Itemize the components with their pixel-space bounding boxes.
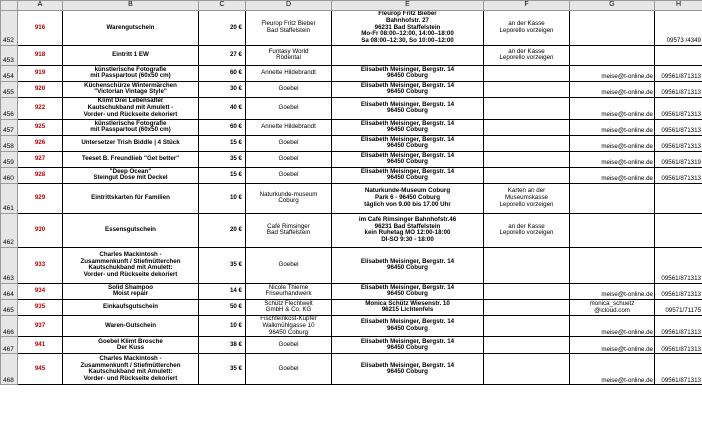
cell-line: Einkaufsgutschein <box>102 303 158 311</box>
cell-line: Bad Staffelstein <box>266 229 311 237</box>
cell-b[interactable] <box>63 337 199 354</box>
cell-a[interactable]: 937 <box>18 315 63 336</box>
cell-c[interactable]: 40 € <box>199 97 246 119</box>
cell-g[interactable]: meise@t-online.de <box>570 81 655 97</box>
cell-a[interactable]: 930 <box>18 213 63 247</box>
cell-h[interactable]: 09561/871313 <box>655 354 702 385</box>
cell-e[interactable] <box>332 97 484 119</box>
cell-line: Charles Mackintosh - <box>99 354 162 362</box>
cell-line: Goebel <box>278 139 299 147</box>
cell-line: an der Kasse <box>508 47 545 55</box>
cell-line: Eintritt 1 EW <box>112 51 149 59</box>
cell-line: 96450 Coburg <box>387 158 428 166</box>
cell-e[interactable] <box>332 283 484 299</box>
row-number[interactable]: 456 <box>1 97 18 119</box>
row-number[interactable]: 455 <box>1 81 18 97</box>
cell-e[interactable] <box>332 337 484 354</box>
row-number[interactable]: 458 <box>1 135 18 151</box>
cell-line: Elisabeth Meisinger, Bergstr. 14 <box>360 65 455 73</box>
cell-f[interactable] <box>484 167 570 183</box>
cell-h[interactable]: 09561/871313 <box>655 65 702 81</box>
cell-a[interactable]: 920 <box>18 81 63 97</box>
cell-e[interactable] <box>332 299 484 315</box>
grid-body <box>1 11 702 385</box>
cell-e[interactable] <box>332 81 484 97</box>
cell-line: Naturkunde-museum <box>259 190 318 198</box>
cell-line: Elisabeth Meisinger, Bergstr. 14 <box>360 283 455 291</box>
cell-line: Zusammenkunft / Stiefmütterchen <box>80 361 181 369</box>
cell-line: 96231 Bad Staffelstein <box>374 222 441 230</box>
cell-line: Nicole Thieme <box>268 283 309 291</box>
cell-f[interactable] <box>484 337 570 354</box>
cell-h[interactable]: 09561/871313 <box>655 81 702 97</box>
cell-line: Kautschukband mit Amulett - <box>87 104 174 112</box>
cell-f[interactable] <box>484 151 570 167</box>
cell-b[interactable] <box>63 167 199 183</box>
cell-a[interactable]: 934 <box>18 283 63 299</box>
cell-line: Goebel <box>278 261 299 269</box>
cell-line: Schütz Flechtwelt <box>264 299 313 307</box>
cell-d[interactable] <box>246 45 332 65</box>
cell-d[interactable] <box>246 337 332 354</box>
row-number[interactable]: 457 <box>1 119 18 135</box>
cell-line: Leporello vorzeigen <box>499 26 554 34</box>
cell-h[interactable]: 09561/871313 <box>655 315 702 336</box>
cell-line: Funtasy World <box>268 47 309 55</box>
cell-g[interactable] <box>570 213 655 247</box>
cell-a[interactable]: 941 <box>18 337 63 354</box>
table-row <box>1 213 702 247</box>
cell-line: Moist repair <box>112 290 149 298</box>
cell-e[interactable] <box>332 183 484 213</box>
cell-h[interactable]: 09561/871313 <box>655 337 702 354</box>
cell-c[interactable]: 35 € <box>199 247 246 283</box>
cell-line: an der Kasse <box>508 20 545 28</box>
row-number[interactable]: 465 <box>1 299 18 315</box>
cell-line: Elisabeth Meisinger, Bergstr. 14 <box>360 81 455 89</box>
cell-line: Elisabeth Meisinger, Bergstr. 14 <box>360 119 455 127</box>
cell-line: Leporello vorzeigen <box>499 229 554 237</box>
cell-line: Steingut Dose mit Deckel <box>93 174 168 182</box>
cell-c[interactable]: 35 € <box>199 151 246 167</box>
cell-g[interactable]: meise@t-online.de <box>570 135 655 151</box>
cell-a[interactable]: 922 <box>18 97 63 119</box>
cell-line: Vorder- und Rückseite dekoriert <box>83 271 178 279</box>
table-row <box>1 183 702 213</box>
cell-e[interactable] <box>332 315 484 336</box>
cell-f[interactable] <box>484 213 570 247</box>
table-row <box>1 283 702 299</box>
cell-e[interactable] <box>332 247 484 283</box>
cell-line: Klimt Drei Lebensalter <box>97 97 164 105</box>
cell-f[interactable] <box>484 81 570 97</box>
cell-line: Park 6 - 96450 Coburg <box>375 194 440 202</box>
cell-d[interactable] <box>246 135 332 151</box>
cell-c[interactable]: 35 € <box>199 354 246 385</box>
cell-line: 96450 Coburg <box>387 264 428 272</box>
cell-e[interactable] <box>332 11 484 46</box>
cell-e[interactable] <box>332 167 484 183</box>
cell-line: Vorder- und Rückseite dekoriert <box>83 110 178 118</box>
cell-c[interactable]: 15 € <box>199 167 246 183</box>
cell-line: "Deep Ocean" <box>109 167 152 175</box>
cell-g[interactable]: meise@t-online.de <box>570 283 655 299</box>
cell-d[interactable] <box>246 183 332 213</box>
cell-e[interactable] <box>332 119 484 135</box>
column-header-b[interactable]: B <box>63 1 199 11</box>
cell-line: Goebel <box>278 364 299 372</box>
cell-d[interactable] <box>246 97 332 119</box>
cell-line: Elisabeth Meisinger, Bergstr. 14 <box>360 135 455 143</box>
cell-a[interactable]: 927 <box>18 151 63 167</box>
cell-d[interactable] <box>246 247 332 283</box>
cell-line: 96450 Coburg <box>387 72 428 80</box>
cell-line: Café Rimsinger <box>267 222 310 230</box>
cell-c[interactable]: 27 € <box>199 45 246 65</box>
row-number[interactable]: 454 <box>1 65 18 81</box>
cell-a[interactable]: 945 <box>18 354 63 385</box>
table-row <box>1 135 702 151</box>
cell-line: Solid Shampoo <box>107 283 154 291</box>
cell-line: Annette Hildebrandt <box>261 69 316 77</box>
table-row <box>1 337 702 354</box>
cell-line: Walkmühlgasse 10 <box>262 321 315 329</box>
cell-h[interactable]: 09561/871313 <box>655 247 702 283</box>
cell-a[interactable]: 929 <box>18 183 63 213</box>
cell-f[interactable] <box>484 119 570 135</box>
cell-g[interactable]: meise@t-online.de <box>570 167 655 183</box>
cell-line: Kautschukband mit Amulett: <box>88 368 173 376</box>
cell-line: Goebel <box>278 155 299 163</box>
column-header-d[interactable]: D <box>246 1 332 11</box>
cell-d[interactable] <box>246 151 332 167</box>
cell-g[interactable] <box>570 45 655 65</box>
cell-line: Karten an der <box>507 187 546 195</box>
cell-g[interactable]: meise@t-online.de <box>570 97 655 119</box>
cell-line: 96450 Coburg <box>387 142 428 150</box>
cell-h[interactable]: 09571/71175 <box>655 299 702 315</box>
cell-line: Elisabeth Meisinger, Bergstr. 14 <box>360 167 455 175</box>
cell-line: Friseurhandwerk <box>265 290 312 298</box>
cell-line: Essensgutschein <box>105 226 156 234</box>
cell-line: mit Passpartout (60x50 cm) <box>90 126 171 134</box>
column-header-h[interactable]: H <box>655 1 702 11</box>
column-header-f[interactable]: F <box>484 1 570 11</box>
cell-e[interactable] <box>332 135 484 151</box>
cell-line: Küchenschürze Wintermärchen <box>84 81 177 89</box>
column-header-row <box>1 1 702 11</box>
select-all-corner[interactable] <box>1 1 18 11</box>
cell-h[interactable] <box>655 45 702 65</box>
cell-h[interactable]: 09561/871319 <box>655 151 702 167</box>
cell-e[interactable] <box>332 151 484 167</box>
cell-line: "Victorian Vintage Style" <box>94 88 167 96</box>
table-row <box>1 11 702 46</box>
cell-h[interactable]: 09561/871313 <box>655 97 702 119</box>
cell-line: 96450 Coburg <box>387 107 428 115</box>
cell-line: 96450 Coburg <box>387 126 428 134</box>
cell-line: künstlerische Fotografie <box>94 119 167 127</box>
row-number[interactable]: 462 <box>1 213 18 247</box>
row-number[interactable]: 460 <box>1 167 18 183</box>
cell-line: Goebel <box>278 171 299 179</box>
cell-line: Elisabeth Meisinger, Bergstr. 14 <box>360 361 455 369</box>
cell-h[interactable]: 09573 /4349 <box>655 11 702 46</box>
cell-g[interactable]: meise@t-online.de <box>570 337 655 354</box>
cell-line: Vorder- und Rückseite dekoriert <box>83 375 178 383</box>
cell-h[interactable] <box>655 213 702 247</box>
cell-a[interactable]: 918 <box>18 45 63 65</box>
cell-a[interactable]: 919 <box>18 65 63 81</box>
row-number[interactable]: 453 <box>1 45 18 65</box>
cell-d[interactable] <box>246 167 332 183</box>
cell-d[interactable] <box>246 315 332 336</box>
cell-line: Goebel Klimt Brosche <box>98 337 163 345</box>
cell-line: Mo-Fr 08:00–12:00, 14:00–18:00 <box>361 30 454 38</box>
table-row <box>1 247 702 283</box>
cell-line: Bahnhofstr. 27 <box>386 16 429 24</box>
cell-line: 96450 Coburg <box>387 174 428 182</box>
cell-b[interactable] <box>63 119 199 135</box>
cell-b[interactable] <box>63 283 199 299</box>
cell-c[interactable]: 50 € <box>199 299 246 315</box>
table-row <box>1 151 702 167</box>
cell-c[interactable]: 20 € <box>199 11 246 46</box>
cell-line: Fleurop Fritz Bieber <box>378 10 437 17</box>
cell-line: Fleurop Fritz Bieber <box>261 20 316 28</box>
cell-line: Museumskasse <box>505 194 548 202</box>
cell-a[interactable]: 928 <box>18 167 63 183</box>
cell-c[interactable]: 38 € <box>199 337 246 354</box>
table-row <box>1 167 702 183</box>
row-number[interactable]: 467 <box>1 337 18 354</box>
cell-f[interactable] <box>484 283 570 299</box>
cell-line: Fischfeinkost-Kupfer <box>260 315 317 322</box>
cell-c[interactable]: 60 € <box>199 119 246 135</box>
cell-line: Annette Hildebrandt <box>261 123 316 131</box>
row-number[interactable]: 452 <box>1 11 18 46</box>
cell-line: Warengutschein <box>106 23 155 31</box>
cell-d[interactable] <box>246 119 332 135</box>
cell-line: 96450 Coburg <box>387 290 428 298</box>
column-header-a[interactable]: A <box>18 1 63 11</box>
cell-line: GmbH & Co. KG <box>265 306 312 314</box>
cell-g[interactable]: meise@t-online.de <box>570 119 655 135</box>
cell-a[interactable]: 935 <box>18 299 63 315</box>
cell-a[interactable]: 926 <box>18 135 63 151</box>
cell-d[interactable] <box>246 65 332 81</box>
cell-line: 96231 Bad Staffelstein <box>374 23 441 31</box>
row-number[interactable]: 463 <box>1 247 18 283</box>
cell-d[interactable] <box>246 299 332 315</box>
cell-line: Goebel <box>278 340 299 348</box>
cell-c[interactable]: 10 € <box>199 315 246 336</box>
cell-h[interactable] <box>655 183 702 213</box>
cell-line: Der Kuss <box>116 344 145 352</box>
cell-line: Elisabeth Meisinger, Bergstr. 14 <box>360 100 455 108</box>
cell-b[interactable] <box>63 11 199 46</box>
cell-c[interactable]: 15 € <box>199 135 246 151</box>
cell-b[interactable] <box>63 151 199 167</box>
row-number[interactable]: 464 <box>1 283 18 299</box>
cell-f[interactable] <box>484 11 570 46</box>
cell-b[interactable] <box>63 135 199 151</box>
cell-b[interactable] <box>63 183 199 213</box>
row-number[interactable]: 466 <box>1 315 18 336</box>
cell-line: Goebel <box>278 104 299 112</box>
column-header-c[interactable]: C <box>199 1 246 11</box>
cell-h[interactable]: 09561/871313 <box>655 167 702 183</box>
row-number[interactable]: 459 <box>1 151 18 167</box>
cell-g[interactable] <box>570 183 655 213</box>
cell-line: 96450 Coburg <box>387 344 428 352</box>
cell-f[interactable] <box>484 354 570 385</box>
row-number[interactable]: 468 <box>1 354 18 385</box>
cell-b[interactable] <box>63 299 199 315</box>
cell-b[interactable] <box>63 354 199 385</box>
cell-b[interactable] <box>63 97 199 119</box>
cell-line: Charles Mackintosh - <box>99 250 162 258</box>
table-row <box>1 315 702 336</box>
cell-b[interactable] <box>63 45 199 65</box>
cell-f[interactable] <box>484 97 570 119</box>
cell-e[interactable] <box>332 65 484 81</box>
cell-line: kein Ruhetag MO 12:00-18:00 <box>364 229 451 237</box>
cell-line: an der Kasse <box>508 222 545 230</box>
cell-c[interactable]: 10 € <box>199 183 246 213</box>
cell-c[interactable]: 14 € <box>199 283 246 299</box>
column-header-e[interactable]: E <box>332 1 484 11</box>
table-row <box>1 81 702 97</box>
cell-g[interactable] <box>570 247 655 283</box>
cell-line: 96450 Coburg <box>387 88 428 96</box>
cell-d[interactable] <box>246 354 332 385</box>
cell-line: Zusammenkunft / Stiefmütterchen <box>80 257 181 265</box>
cell-d[interactable] <box>246 81 332 97</box>
cell-b[interactable] <box>63 315 199 336</box>
cell-f[interactable] <box>484 65 570 81</box>
cell-line: 96450 Coburg <box>387 325 428 333</box>
cell-g[interactable]: meise@t-online.de <box>570 151 655 167</box>
cell-d[interactable] <box>246 283 332 299</box>
cell-h[interactable]: 09561/871313 <box>655 135 702 151</box>
cell-line: Teeset B. Freundlieb "Get better" <box>81 155 180 163</box>
cell-f[interactable] <box>484 299 570 315</box>
table-row <box>1 119 702 135</box>
table-row <box>1 354 702 385</box>
cell-d[interactable] <box>246 11 332 46</box>
table-row <box>1 299 702 315</box>
cell-a[interactable]: 933 <box>18 247 63 283</box>
cell-g[interactable]: meise@t-online.de <box>570 354 655 385</box>
cell-line: im Café Rimsinger Bahnhofstr.46 <box>358 215 457 223</box>
cell-h[interactable]: 09561/871313 <box>655 283 702 299</box>
cell-line: Monica Schütz Wiesenstr. 10 <box>365 299 450 307</box>
cell-e[interactable] <box>332 213 484 247</box>
cell-line: Elisabeth Meisinger, Bergstr. 14 <box>360 151 455 159</box>
cell-b[interactable] <box>63 247 199 283</box>
cell-line: 96450 Coburg <box>268 328 309 336</box>
table-row <box>1 45 702 65</box>
cell-b[interactable] <box>63 65 199 81</box>
cell-d[interactable] <box>246 213 332 247</box>
cell-line: künstlerische Fotografie <box>94 65 167 73</box>
cell-f[interactable] <box>484 247 570 283</box>
cell-e[interactable] <box>332 45 484 65</box>
cell-g[interactable]: meise@t-online.de <box>570 315 655 336</box>
cell-line: 96450 Coburg <box>387 368 428 376</box>
cell-line: Naturkunde-Museum Coburg <box>364 187 451 195</box>
cell-line: Elisabeth Meisinger, Bergstr. 14 <box>360 318 455 326</box>
cell-line: mit Passpartout (60x50 cm) <box>90 72 171 80</box>
cell-a[interactable]: 925 <box>18 119 63 135</box>
cell-line: Untersetzer Trish Biddle | 4 Stück <box>81 139 180 147</box>
cell-g[interactable]: meise@t-online.de <box>570 65 655 81</box>
cell-line: Elisabeth Meisinger, Bergstr. 14 <box>360 257 455 265</box>
cell-a[interactable]: 916 <box>18 11 63 46</box>
cell-b[interactable] <box>63 213 199 247</box>
cell-line: Goebel <box>278 85 299 93</box>
cell-line: DI-SO 9:30 - 18:00 <box>381 236 434 244</box>
cell-c[interactable]: 30 € <box>199 81 246 97</box>
column-header-g[interactable]: G <box>570 1 655 11</box>
cell-b[interactable] <box>63 81 199 97</box>
cell-line: Waren-Gutschein <box>105 321 156 329</box>
table-row <box>1 97 702 119</box>
cell-f[interactable] <box>484 315 570 336</box>
cell-line: Kautschukband mit Amulett: <box>88 264 173 272</box>
cell-g[interactable]: monica_schuetz @icloud.com <box>570 299 655 315</box>
cell-line: Eintrittskarten für Familien <box>91 194 170 202</box>
table-row <box>1 65 702 81</box>
cell-line: Leporello vorzeigen <box>499 54 554 62</box>
cell-line: Coburg <box>278 197 299 205</box>
cell-line: Elisabeth Meisinger, Bergstr. 14 <box>360 337 455 345</box>
cell-h[interactable]: 09561/871313 <box>655 119 702 135</box>
cell-line: täglich von 9.00 bis 17.00 Uhr <box>364 200 451 208</box>
cell-e[interactable] <box>332 354 484 385</box>
cell-f[interactable] <box>484 45 570 65</box>
cell-line: Rödental <box>276 54 301 62</box>
cell-line: Bad Staffelstein <box>266 26 311 34</box>
cell-c[interactable]: 20 € <box>199 213 246 247</box>
cell-f[interactable] <box>484 135 570 151</box>
cell-c[interactable]: 60 € <box>199 65 246 81</box>
cell-f[interactable] <box>484 183 570 213</box>
cell-g[interactable] <box>570 11 655 46</box>
cell-line: 96215 Lichtenfels <box>381 306 434 314</box>
cell-line: Sa 08:00–12:30, So 10:00–12:00 <box>361 37 454 45</box>
row-number[interactable]: 461 <box>1 183 18 213</box>
cell-line: Leporello vorzeigen <box>499 200 554 208</box>
